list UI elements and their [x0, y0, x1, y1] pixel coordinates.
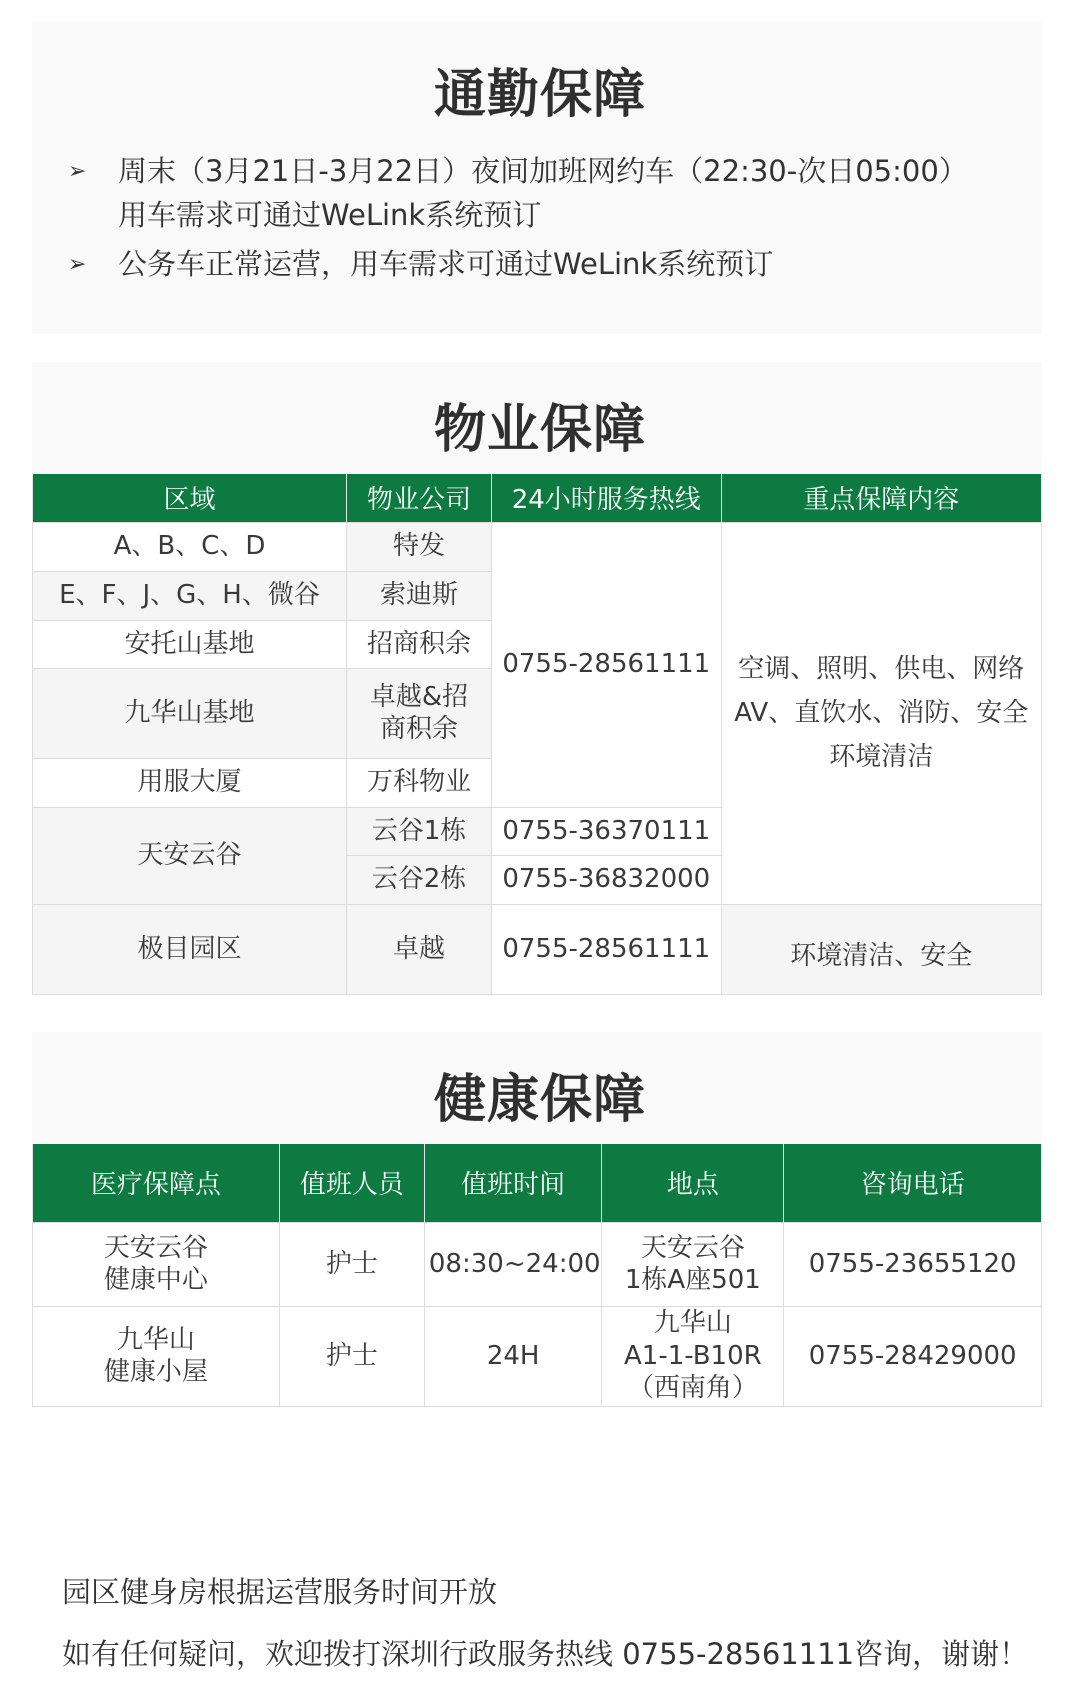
- content-line: 环境清洁: [829, 742, 934, 772]
- company-cell: 招商积余: [346, 620, 491, 668]
- site-cell: [33, 1306, 280, 1406]
- header-area: 区域: [33, 474, 347, 522]
- gym-note: 园区健身房根据运营服务时间开放: [62, 1575, 498, 1609]
- header-time: 值班时间: [424, 1144, 602, 1222]
- location-line: 天安云谷: [640, 1232, 745, 1263]
- area-cell: A、B、C、D: [33, 522, 347, 571]
- health-table: [32, 1144, 1042, 1407]
- content-line: 空调、照明、供电、网络: [738, 654, 1025, 684]
- bullet-text: 公务车正常运营，用车需求可通过WeLink系统预订: [118, 247, 774, 281]
- phone-cell: 0755-23655120: [784, 1222, 1042, 1306]
- location-line: （西南角）: [627, 1373, 758, 1404]
- company-cell: 卓越: [346, 904, 491, 994]
- area-cell: 九华山基地: [33, 668, 347, 758]
- company-cell: 特发: [346, 522, 491, 571]
- area-cell: 安托山基地: [33, 620, 347, 668]
- bullet-text-line2: 用车需求可通过WeLink系统预订: [118, 198, 542, 232]
- header-hotline: 24小时服务热线: [492, 474, 722, 522]
- location-line: 1栋A座501: [624, 1265, 761, 1295]
- phone-cell: 0755-28429000: [784, 1306, 1042, 1406]
- area-cell: 用服大厦: [33, 758, 347, 807]
- location-cell: [602, 1222, 784, 1306]
- company-cell: 万科物业: [346, 758, 491, 807]
- location-cell: [602, 1306, 784, 1406]
- area-cell: E、F、J、G、H、微谷: [33, 571, 347, 620]
- arrow-bullet-icon: ➢: [68, 252, 87, 277]
- hotline-cell: 0755-36832000: [492, 855, 722, 904]
- health-title: 健康保障: [433, 1070, 646, 1130]
- area-cell: 天安云谷: [33, 807, 347, 904]
- company-cell-text: 卓越&招商积余: [369, 681, 469, 744]
- content-line: AV、直饮水、消防、安全: [734, 698, 1029, 728]
- arrow-bullet-icon: ➢: [68, 159, 87, 184]
- hotline-cell: 0755-36370111: [492, 807, 722, 855]
- company-cell: 云谷2栋: [346, 855, 491, 904]
- bullet-text-line1: 周末（3月21日-3月22日）夜间加班网约车（22:30-次日05:00）: [118, 154, 968, 188]
- area-cell: 极目园区: [33, 904, 347, 994]
- property-table: [32, 474, 1042, 995]
- staff-cell: 护士: [279, 1222, 424, 1306]
- site-line: 健康中心: [103, 1265, 208, 1295]
- header-company: 物业公司: [346, 474, 491, 522]
- header-staff: 值班人员: [279, 1144, 424, 1222]
- commute-title: 通勤保障: [433, 65, 646, 125]
- location-line: 九华山: [653, 1308, 732, 1339]
- company-cell: 索迪斯: [346, 571, 491, 620]
- property-title: 物业保障: [433, 400, 646, 460]
- header-location: 地点: [602, 1144, 784, 1222]
- site-line: 九华山: [116, 1324, 195, 1355]
- site-line: 天安云谷: [103, 1232, 208, 1263]
- content-cell: [721, 522, 1041, 904]
- time-cell: 08:30~24:00: [424, 1222, 602, 1306]
- site-cell: [33, 1222, 280, 1306]
- hotline-cell: 0755-28561111: [492, 904, 722, 994]
- header-site: 医疗保障点: [33, 1144, 280, 1222]
- company-cell: [346, 668, 491, 758]
- hotline-cell: 0755-28561111: [492, 522, 722, 807]
- header-content: 重点保障内容: [721, 474, 1041, 522]
- content-cell: 环境清洁、安全: [721, 904, 1041, 994]
- header-phone: 咨询电话: [784, 1144, 1042, 1222]
- hotline-note: 如有任何疑问，欢迎拨打深圳行政服务热线 0755-28561111咨询，谢谢！: [62, 1637, 1029, 1671]
- time-cell: 24H: [424, 1306, 602, 1406]
- site-line: 健康小屋: [103, 1357, 208, 1387]
- location-line: A1-1-B10R: [624, 1340, 762, 1371]
- company-cell: 云谷1栋: [346, 807, 491, 855]
- staff-cell: 护士: [279, 1306, 424, 1406]
